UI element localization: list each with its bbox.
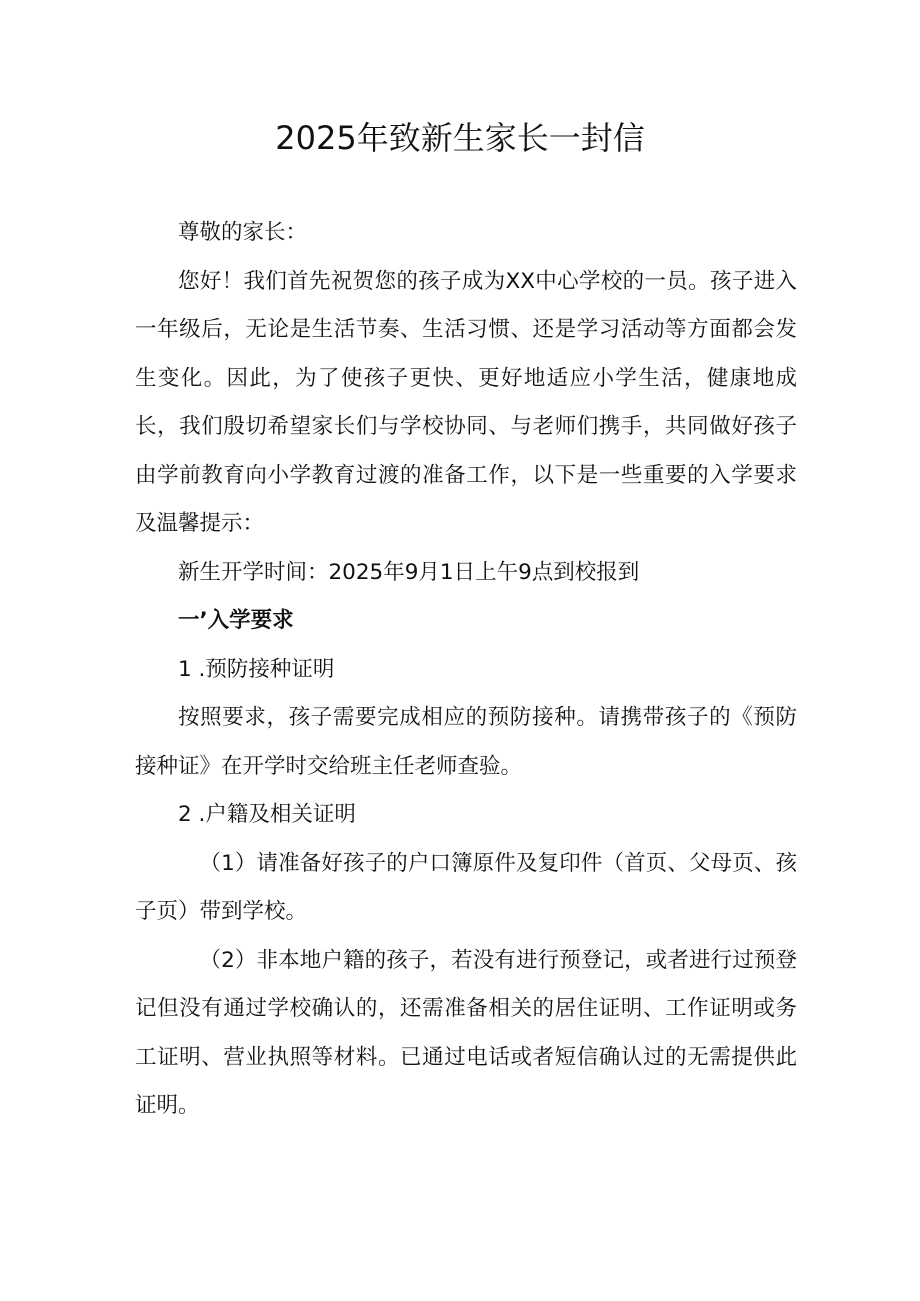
start-time: 新生开学时间：2025年9月1日上午9点到校报到 [178, 559, 640, 585]
item1-heading: 1 .预防接种证明 [178, 656, 335, 682]
document-title: 2025年致新生家长一封信 [275, 119, 645, 157]
letter-body [135, 209, 797, 1131]
greeting: 尊敬的家长： [178, 220, 308, 245]
item2-heading: 2 .户籍及相关证明 [178, 802, 356, 827]
section1-heading: 一’入学要求 [178, 608, 294, 633]
intro-paragraph: 您好！我们首先祝贺您的孩子成为XX中心学校的一员。孩子进入一年级后，无论是生活节奏、生活习惯、还是学习活动等方面都会发生变化。因此，为了使孩子更快、更好地适应小学生活，健康地成长，我们殷切希望家长们与学校协同、与老师们携手，共同做好孩子由学前教育向小学教育过渡的准备工作，以下是一些重要的入学要求及温馨提示： [135, 268, 797, 536]
item1-text: 按照要求，孩子需要完成相应的预防接种。请携带孩子的《预防接种证》在开学时交给班主任老师查验。 [135, 705, 797, 779]
item2-sub1: （1）请准备好孩子的户口簿原件及复印件（首页、父母页、孩子页）带到学校。 [135, 850, 797, 924]
item2-sub2: （2）非本地户籍的孩子，若没有进行预登记，或者进行过预登记但没有通过学校确认的，还需准备相关的居住证明、工作证明或务工证明、营业执照等材料。已通过电话或者短信确认过的无需提供此证明。 [135, 947, 797, 1118]
